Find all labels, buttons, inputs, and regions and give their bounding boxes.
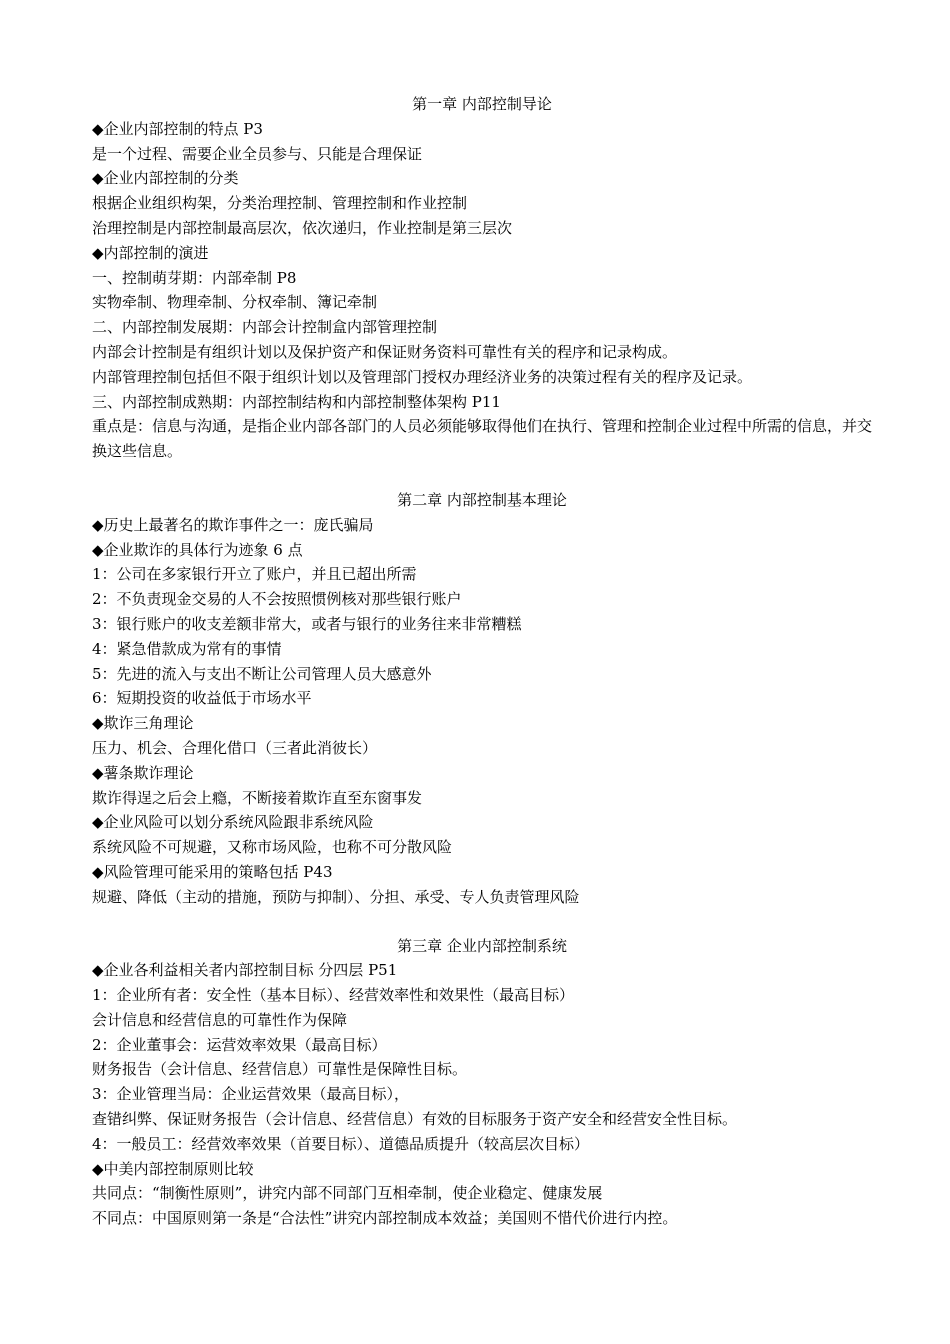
ch2-line: ◆薯条欺诈理论 xyxy=(92,763,194,782)
ch2-line: ◆历史上最著名的欺诈事件之一：庞氏骗局 xyxy=(92,515,374,534)
ch1-line: 内部管理控制包括但不限于组织计划以及管理部门授权办理经济业务的决策过程有关的程序及记录。 xyxy=(92,367,753,386)
ch1-line: 一、控制萌芽期：内部牵制 P8 xyxy=(92,268,297,287)
ch3-line: 4：一般员工：经营效率效果（首要目标）、道德品质提升（较高层次目标） xyxy=(92,1134,590,1153)
ch1-line: 是一个过程、需要企业全员参与、只能是合理保证 xyxy=(92,144,423,163)
ch3-line: 1：企业所有者：安全性（基本目标）、经营效率性和效果性（最高目标） xyxy=(92,986,575,1005)
ch3-line: 共同点：“制衡性原则”，讲究内部不同部门互相牵制，使企业稳定、健康发展 xyxy=(92,1184,603,1203)
ch2-line: ◆企业欺诈的具体行为迹象 6 点 xyxy=(92,540,303,559)
ch2-line: ◆欺诈三角理论 xyxy=(92,714,194,733)
ch1-line: 二、内部控制发展期：内部会计控制盒内部管理控制 xyxy=(92,318,438,337)
ch1-line: 重点是：信息与沟通，是指企业内部各部门的人员必须能够取得他们在执行、管理和控制企业过程中所需的信息，并交换这些信息。 xyxy=(92,417,873,461)
ch3-line: ◆企业各利益相关者内部控制目标 分四层 P51 xyxy=(92,961,398,980)
chapter-1-title: 第一章 内部控制导论 xyxy=(412,95,552,113)
ch3-line: 查错纠弊、保证财务报告（会计信息、经营信息）有效的目标服务于资产安全和经营安全性目标。 xyxy=(92,1110,738,1129)
ch2-line: 压力、机会、合理化借口（三者此消彼长） xyxy=(92,738,378,757)
ch2-line: ◆风险管理可能采用的策略包括 P43 xyxy=(92,862,333,881)
section-gap xyxy=(92,910,872,934)
ch2-line: 系统风险不可规避，又称市场风险，也称不可分散风险 xyxy=(92,838,453,857)
ch3-line: 会计信息和经营信息的可靠性作为保障 xyxy=(92,1010,348,1029)
ch2-line: 1：公司在多家银行开立了账户，并且已超出所需 xyxy=(92,565,417,584)
ch1-line: 内部会计控制是有组织计划以及保护资产和保证财务资料可靠性有关的程序和记录构成。 xyxy=(92,342,678,361)
ch1-line: ◆企业内部控制的分类 xyxy=(92,169,239,188)
ch2-line: 3：银行账户的收支差额非常大，或者与银行的业务往来非常糟糕 xyxy=(92,614,522,633)
ch3-line: ◆中美内部控制原则比较 xyxy=(92,1159,254,1178)
ch3-line: 财务报告（会计信息、经营信息）可靠性是保障性目标。 xyxy=(92,1060,468,1079)
ch1-line: 实物牵制、物理牵制、分权牵制、簿记牵制 xyxy=(92,293,378,312)
ch1-line: ◆内部控制的演进 xyxy=(92,243,209,262)
ch2-line: ◆企业风险可以划分系统风险跟非系统风险 xyxy=(92,813,374,832)
ch2-line: 规避、降低（主动的措施，预防与抑制）、分担、承受、专人负责管理风险 xyxy=(92,887,580,906)
ch2-line: 6：短期投资的收益低于市场水平 xyxy=(92,689,312,708)
chapter-2-title: 第二章 内部控制基本理论 xyxy=(397,490,567,509)
ch1-line: ◆企业内部控制的特点 P3 xyxy=(92,119,263,138)
chapter-3-title: 第三章 企业内部控制系统 xyxy=(397,936,567,955)
ch3-line: 不同点：中国原则第一条是“合法性”讲究内部控制成本效益；美国则不惜代价进行内控。 xyxy=(92,1209,678,1228)
ch3-line: 2：企业董事会：运营效率效果（最高目标） xyxy=(92,1035,387,1054)
ch2-line: 5：先进的流入与支出不断让公司管理人员大感意外 xyxy=(92,664,432,683)
ch2-line: 2：不负责现金交易的人不会按照惯例核对那些银行账户 xyxy=(92,590,462,609)
section-gap xyxy=(92,464,872,488)
document-page xyxy=(92,92,872,1231)
ch1-line: 三、内部控制成熟期：内部控制结构和内部控制整体架构 P11 xyxy=(92,392,501,411)
ch2-line: 欺诈得逞之后会上瘾，不断接着欺诈直至东窗事发 xyxy=(92,788,423,807)
ch2-line: 4：紧急借款成为常有的事情 xyxy=(92,639,282,658)
ch1-line: 根据企业组织构架，分类治理控制、管理控制和作业控制 xyxy=(92,194,468,213)
ch3-line: 3：企业管理当局：企业运营效果（最高目标）， xyxy=(92,1085,410,1104)
ch1-line: 治理控制是内部控制最高层次，依次递归，作业控制是第三层次 xyxy=(92,218,513,237)
